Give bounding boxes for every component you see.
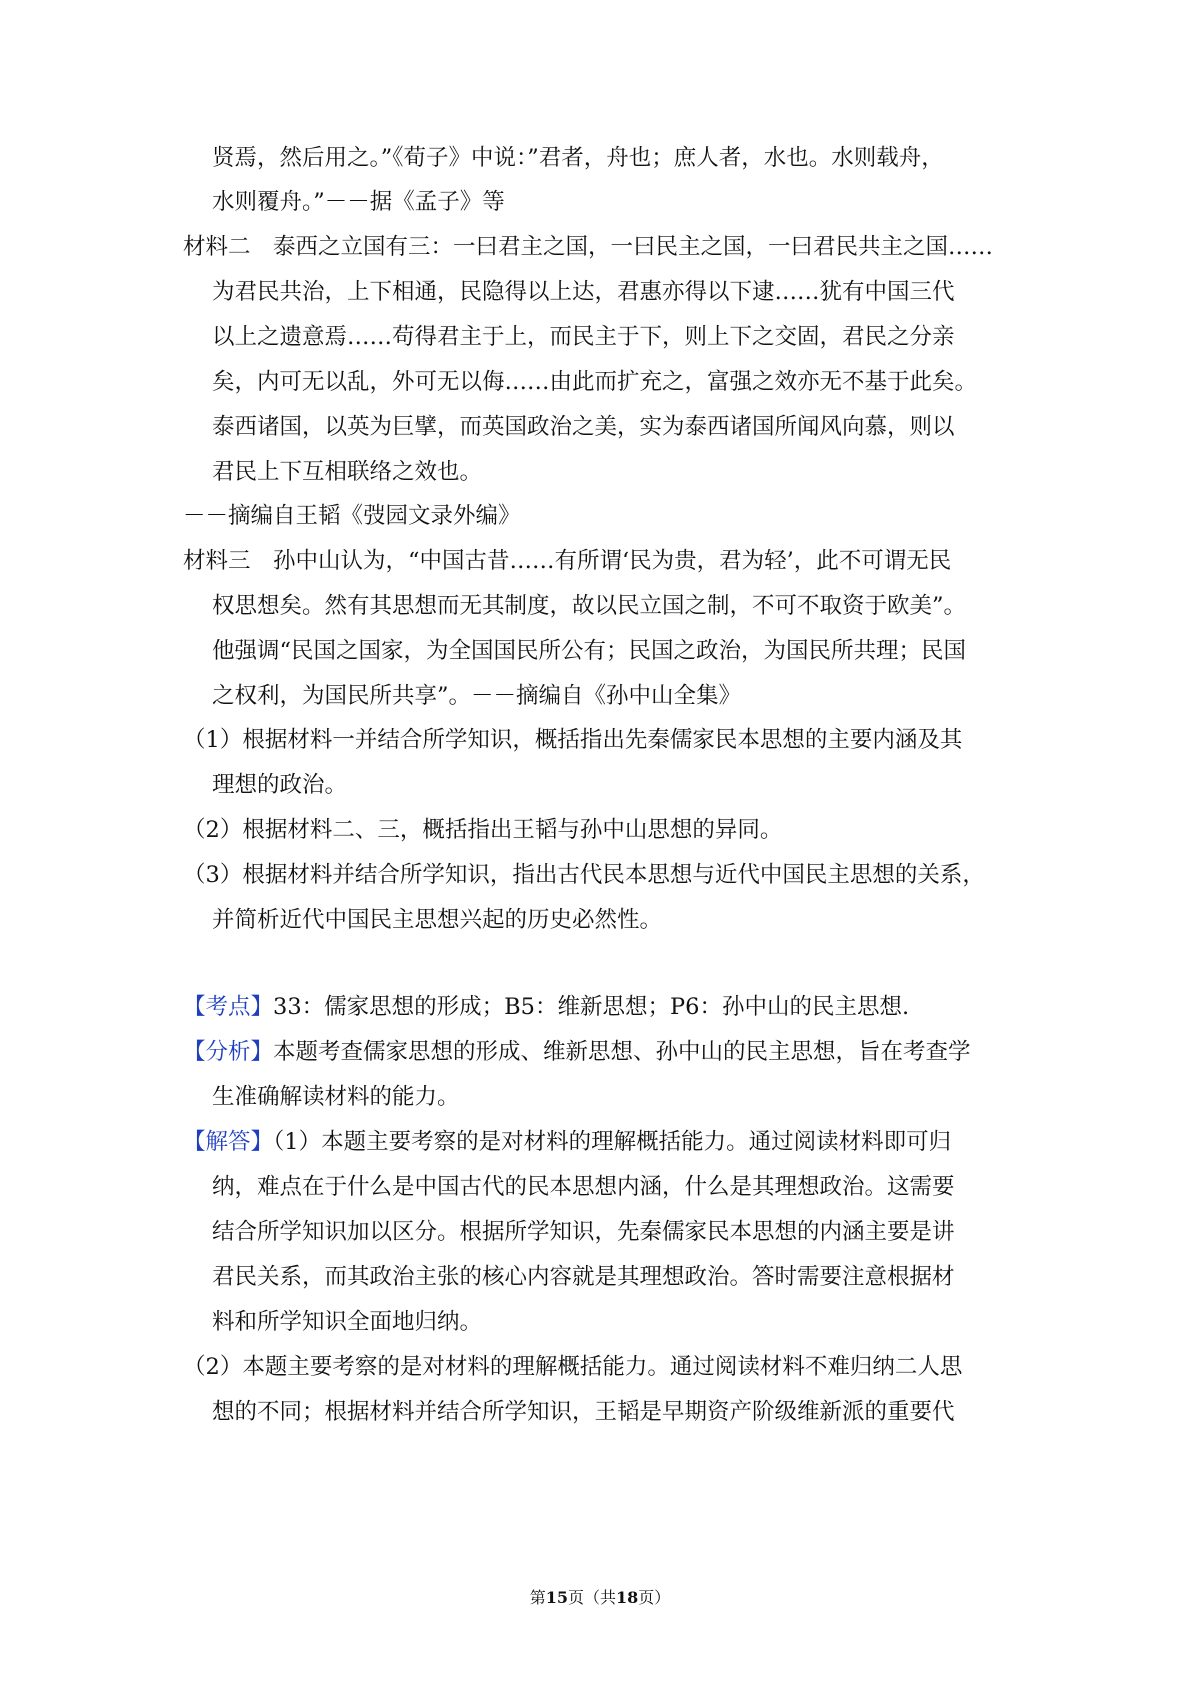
footer-pre: 第 [529,1588,546,1607]
page-footer [0,1586,1200,1610]
fenxi-line [183,1030,971,1074]
material2-line: 矣，内可无以乱，外可无以侮……由此而扩充之，富强之效亦无不基于此矣。 [212,369,978,395]
jieda-line-cont: 料和所学知识全面地归纳。 [212,1309,483,1335]
question-1: （1）根据材料一并结合所学知识，概括指出先秦儒家民本思想的主要内涵及其 [183,727,963,753]
jieda-tag: 【解答】 [183,1129,274,1155]
page-total: 18 [616,1588,639,1607]
footer-mid: 页（共 [567,1588,616,1607]
kaodian-tag: 【考点】 [183,994,274,1020]
jieda-line-cont: 结合所学知识加以区分。根据所学知识，先秦儒家民本思想的内涵主要是讲 [212,1219,955,1245]
jieda-part2-cont: 想的不同；根据材料并结合所学知识，王韬是早期资产阶级维新派的重要代 [212,1399,955,1425]
question-1-cont: 理想的政治。 [212,772,348,798]
jieda-part2: （2）本题主要考察的是对材料的理解概括能力。通过阅读材料不难归纳二人思 [183,1354,963,1380]
question-3: （3）根据材料并结合所学知识，指出古代民本思想与近代中国民主思想的关系， [183,862,985,888]
fenxi-line-cont: 生准确解读材料的能力。 [212,1084,460,1110]
material2-line: 君民上下互相联络之效也。 [212,459,483,485]
material2-line: 为君民共治，上下相通，民隐得以上达，君惠亦得以下逮……犹有中国三代 [212,279,955,305]
material2-line: 泰西诸国，以英为巨擘，而英国政治之美，实为泰西诸国所闻风向慕，则以 [212,414,955,440]
jieda-line-cont: 纳，难点在于什么是中国古代的民本思想内涵，什么是其理想政治。这需要 [212,1174,955,1200]
jieda-line [183,1120,951,1164]
material1-line: 贤焉，然后用之。”《荀子》中说：”君者，舟也；庶人者，水也。水则载舟， [212,145,944,171]
question-2: （2）根据材料二、三，概括指出王韬与孙中山思想的异同。 [183,817,783,843]
kaodian-line [183,985,909,1029]
fenxi-text: 本题考查儒家思想的形成、维新思想、孙中山的民主思想，旨在考查学 [273,1039,971,1065]
material2-line: 材料二 泰西之立国有三：一曰君主之国，一曰民主之国，一曰君民共主之国…… [183,234,994,260]
page-number: 15 [545,1588,568,1607]
material2-line: 以上之遗意焉……苟得君主于上，而民主于下，则上下之交固，君民之分亲 [212,324,955,350]
material3-line: 他强调“民国之国家，为全国国民所公有；民国之政治，为国民所共理；民国 [212,638,967,664]
material3-line: 材料三 孙中山认为，“中国古昔……有所谓‘民为贵，君为轻’，此不可谓无民 [183,548,952,574]
kaodian-text: 33：儒家思想的形成；B5：维新思想；P6：孙中山的民主思想. [273,994,910,1020]
footer-post: 页） [638,1588,671,1607]
fenxi-tag: 【分析】 [183,1039,274,1065]
material3-line: 之权利，为国民所共享”。－－摘编自《孙中山全集》 [212,683,742,709]
material1-line: 水则覆舟。”－－据《孟子》等 [212,189,505,215]
question-3-cont: 并简析近代中国民主思想兴起的历史必然性。 [212,907,663,933]
material3-line: 权思想矣。然有其思想而无其制度，故以民立国之制，不可不取资于欧美”。 [212,593,967,619]
jieda-line-cont: 君民关系，而其政治主张的核心内容就是其理想政治。答时需要注意根据材 [212,1264,955,1290]
material2-source: －－摘编自王韬《弢园文录外编》 [183,503,521,529]
jieda-text: （1）本题主要考察的是对材料的理解概括能力。通过阅读材料即可归 [273,1129,952,1155]
